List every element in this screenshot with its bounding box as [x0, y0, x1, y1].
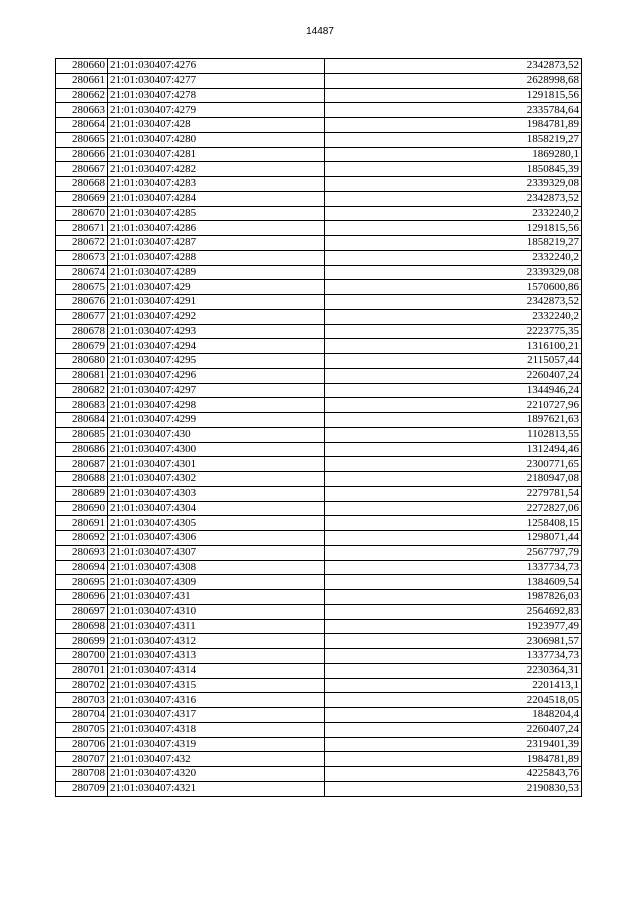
cadastral-number-cell: 21:01:030407:4310: [108, 604, 325, 619]
table-row: [56, 693, 582, 708]
table-row: [56, 575, 582, 590]
cadastral-value-cell: 2279781,54: [325, 486, 582, 501]
row-number-cell: 280704: [56, 708, 108, 723]
cadastral-number-cell: 21:01:030407:4300: [108, 442, 325, 457]
table-row: [56, 531, 582, 546]
row-number-cell: 280665: [56, 132, 108, 147]
page-number: 14487: [306, 26, 334, 37]
cadastral-value-table: [55, 58, 582, 797]
cadastral-value-cell: 1316100,21: [325, 339, 582, 354]
table-row: [56, 737, 582, 752]
table-row: [56, 560, 582, 575]
table-row: [56, 472, 582, 487]
table-row: [56, 781, 582, 796]
cadastral-number-cell: 21:01:030407:4286: [108, 221, 325, 236]
cadastral-value-cell: 2628998,68: [325, 73, 582, 88]
cadastral-number-cell: 21:01:030407:432: [108, 752, 325, 767]
row-number-cell: 280708: [56, 767, 108, 782]
cadastral-number-cell: 21:01:030407:4298: [108, 398, 325, 413]
row-number-cell: 280679: [56, 339, 108, 354]
table-row: [56, 206, 582, 221]
cadastral-value-cell: 2201413,1: [325, 678, 582, 693]
cadastral-value-cell: 1102813,55: [325, 427, 582, 442]
cadastral-value-cell: 1291815,56: [325, 221, 582, 236]
table-row: [56, 398, 582, 413]
table-row: [56, 383, 582, 398]
cadastral-value-cell: 2180947,08: [325, 472, 582, 487]
cadastral-value-cell: 2567797,79: [325, 545, 582, 560]
cadastral-value-cell: 2272827,06: [325, 501, 582, 516]
cadastral-value-cell: 1858219,27: [325, 132, 582, 147]
cadastral-value-cell: 1984781,89: [325, 118, 582, 133]
cadastral-number-cell: 21:01:030407:4319: [108, 737, 325, 752]
row-number-cell: 280690: [56, 501, 108, 516]
cadastral-number-cell: 21:01:030407:4317: [108, 708, 325, 723]
row-number-cell: 280662: [56, 88, 108, 103]
cadastral-value-cell: 2223775,35: [325, 324, 582, 339]
cadastral-value-cell: 1987826,03: [325, 590, 582, 605]
table-row: [56, 708, 582, 723]
cadastral-number-cell: 21:01:030407:4314: [108, 663, 325, 678]
cadastral-value-cell: 2342873,52: [325, 295, 582, 310]
cadastral-number-cell: 21:01:030407:4295: [108, 354, 325, 369]
cadastral-number-cell: 21:01:030407:4279: [108, 103, 325, 118]
row-number-cell: 280696: [56, 590, 108, 605]
cadastral-number-cell: 21:01:030407:4306: [108, 531, 325, 546]
cadastral-number-cell: 21:01:030407:4291: [108, 295, 325, 310]
table-row: [56, 191, 582, 206]
cadastral-number-cell: 21:01:030407:4294: [108, 339, 325, 354]
cadastral-number-cell: 21:01:030407:4281: [108, 147, 325, 162]
cadastral-value-cell: 2115057,44: [325, 354, 582, 369]
table-row: [56, 486, 582, 501]
cadastral-number-cell: 21:01:030407:4308: [108, 560, 325, 575]
table-row: [56, 118, 582, 133]
cadastral-value-cell: 1850845,39: [325, 162, 582, 177]
cadastral-value-cell: 1384609,54: [325, 575, 582, 590]
table-row: [56, 73, 582, 88]
cadastral-number-cell: 21:01:030407:4305: [108, 516, 325, 531]
row-number-cell: 280689: [56, 486, 108, 501]
row-number-cell: 280688: [56, 472, 108, 487]
cadastral-value-cell: 2306981,57: [325, 634, 582, 649]
table-row: [56, 324, 582, 339]
table-row: [56, 442, 582, 457]
table-row: [56, 457, 582, 472]
cadastral-value-cell: 2332240,2: [325, 206, 582, 221]
row-number-cell: 280702: [56, 678, 108, 693]
table-row: [56, 663, 582, 678]
row-number-cell: 280709: [56, 781, 108, 796]
cadastral-number-cell: 21:01:030407:4284: [108, 191, 325, 206]
table-row: [56, 309, 582, 324]
cadastral-number-cell: 21:01:030407:4289: [108, 265, 325, 280]
cadastral-value-cell: 2339329,08: [325, 265, 582, 280]
cadastral-value-cell: 2190830,53: [325, 781, 582, 796]
row-number-cell: 280674: [56, 265, 108, 280]
cadastral-number-cell: 21:01:030407:4278: [108, 88, 325, 103]
cadastral-number-cell: 21:01:030407:4285: [108, 206, 325, 221]
row-number-cell: 280663: [56, 103, 108, 118]
row-number-cell: 280672: [56, 236, 108, 251]
table-row: [56, 752, 582, 767]
row-number-cell: 280680: [56, 354, 108, 369]
cadastral-value-cell: 1291815,56: [325, 88, 582, 103]
row-number-cell: 280667: [56, 162, 108, 177]
cadastral-value-cell: 2332240,2: [325, 250, 582, 265]
cadastral-value-cell: 2260407,24: [325, 722, 582, 737]
row-number-cell: 280676: [56, 295, 108, 310]
row-number-cell: 280670: [56, 206, 108, 221]
cadastral-value-cell: 1570600,86: [325, 280, 582, 295]
cadastral-value-cell: 2230364,31: [325, 663, 582, 678]
table-body: [56, 59, 582, 797]
cadastral-value-cell: 2342873,52: [325, 191, 582, 206]
row-number-cell: 280661: [56, 73, 108, 88]
row-number-cell: 280687: [56, 457, 108, 472]
table-row: [56, 354, 582, 369]
row-number-cell: 280673: [56, 250, 108, 265]
row-number-cell: 280707: [56, 752, 108, 767]
cadastral-number-cell: 21:01:030407:4302: [108, 472, 325, 487]
cadastral-value-cell: 1869280,1: [325, 147, 582, 162]
table-row: [56, 250, 582, 265]
cadastral-number-cell: 21:01:030407:4287: [108, 236, 325, 251]
cadastral-value-cell: 1344946,24: [325, 383, 582, 398]
cadastral-number-cell: 21:01:030407:4320: [108, 767, 325, 782]
cadastral-number-cell: 21:01:030407:4276: [108, 59, 325, 74]
cadastral-value-cell: 1337734,73: [325, 649, 582, 664]
cadastral-value-cell: 2342873,52: [325, 59, 582, 74]
row-number-cell: 280683: [56, 398, 108, 413]
table-row: [56, 678, 582, 693]
cadastral-value-cell: 1923977,49: [325, 619, 582, 634]
table-row: [56, 516, 582, 531]
cadastral-number-cell: 21:01:030407:4309: [108, 575, 325, 590]
table-row: [56, 177, 582, 192]
cadastral-value-cell: 2319401,39: [325, 737, 582, 752]
table-row: [56, 221, 582, 236]
row-number-cell: 280699: [56, 634, 108, 649]
cadastral-number-cell: 21:01:030407:428: [108, 118, 325, 133]
table-row: [56, 634, 582, 649]
cadastral-value-cell: 2332240,2: [325, 309, 582, 324]
cadastral-number-cell: 21:01:030407:4313: [108, 649, 325, 664]
cadastral-number-cell: 21:01:030407:4280: [108, 132, 325, 147]
cadastral-number-cell: 21:01:030407:4318: [108, 722, 325, 737]
cadastral-value-cell: 1858219,27: [325, 236, 582, 251]
row-number-cell: 280686: [56, 442, 108, 457]
table-row: [56, 162, 582, 177]
cadastral-value-cell: 4225843,76: [325, 767, 582, 782]
table-row: [56, 590, 582, 605]
row-number-cell: 280681: [56, 368, 108, 383]
table-row: [56, 236, 582, 251]
table-row: [56, 132, 582, 147]
table-row: [56, 604, 582, 619]
cadastral-value-cell: 2204518,05: [325, 693, 582, 708]
table-row: [56, 280, 582, 295]
cadastral-value-cell: 2564692,83: [325, 604, 582, 619]
cadastral-value-cell: 1337734,73: [325, 560, 582, 575]
row-number-cell: 280660: [56, 59, 108, 74]
cadastral-number-cell: 21:01:030407:4315: [108, 678, 325, 693]
cadastral-number-cell: 21:01:030407:4304: [108, 501, 325, 516]
row-number-cell: 280698: [56, 619, 108, 634]
table-row: [56, 619, 582, 634]
cadastral-value-cell: 2300771,65: [325, 457, 582, 472]
table-row: [56, 88, 582, 103]
table-row: [56, 722, 582, 737]
row-number-cell: 280694: [56, 560, 108, 575]
cadastral-number-cell: 21:01:030407:4311: [108, 619, 325, 634]
row-number-cell: 280705: [56, 722, 108, 737]
table-row: [56, 265, 582, 280]
row-number-cell: 280693: [56, 545, 108, 560]
cadastral-number-cell: 21:01:030407:4301: [108, 457, 325, 472]
cadastral-number-cell: 21:01:030407:431: [108, 590, 325, 605]
table-row: [56, 368, 582, 383]
row-number-cell: 280664: [56, 118, 108, 133]
row-number-cell: 280669: [56, 191, 108, 206]
table-row: [56, 767, 582, 782]
table-row: [56, 295, 582, 310]
row-number-cell: 280691: [56, 516, 108, 531]
cadastral-value-cell: 1848204,4: [325, 708, 582, 723]
cadastral-number-cell: 21:01:030407:4307: [108, 545, 325, 560]
row-number-cell: 280697: [56, 604, 108, 619]
row-number-cell: 280684: [56, 413, 108, 428]
table-row: [56, 59, 582, 74]
cadastral-value-cell: 1897621,63: [325, 413, 582, 428]
cadastral-value-cell: 1312494,46: [325, 442, 582, 457]
table-row: [56, 427, 582, 442]
cadastral-value-cell: 2335784,64: [325, 103, 582, 118]
cadastral-number-cell: 21:01:030407:4293: [108, 324, 325, 339]
cadastral-value-cell: 1258408,15: [325, 516, 582, 531]
row-number-cell: 280700: [56, 649, 108, 664]
row-number-cell: 280706: [56, 737, 108, 752]
row-number-cell: 280685: [56, 427, 108, 442]
table-row: [56, 649, 582, 664]
cadastral-number-cell: 21:01:030407:4292: [108, 309, 325, 324]
table-row: [56, 103, 582, 118]
cadastral-value-cell: 2339329,08: [325, 177, 582, 192]
cadastral-value-cell: 2260407,24: [325, 368, 582, 383]
row-number-cell: 280671: [56, 221, 108, 236]
cadastral-number-cell: 21:01:030407:4321: [108, 781, 325, 796]
table-row: [56, 545, 582, 560]
cadastral-number-cell: 21:01:030407:4299: [108, 413, 325, 428]
table-row: [56, 413, 582, 428]
row-number-cell: 280666: [56, 147, 108, 162]
cadastral-number-cell: 21:01:030407:4303: [108, 486, 325, 501]
cadastral-number-cell: 21:01:030407:4296: [108, 368, 325, 383]
cadastral-number-cell: 21:01:030407:4282: [108, 162, 325, 177]
cadastral-number-cell: 21:01:030407:4297: [108, 383, 325, 398]
row-number-cell: 280678: [56, 324, 108, 339]
row-number-cell: 280668: [56, 177, 108, 192]
table-row: [56, 501, 582, 516]
row-number-cell: 280703: [56, 693, 108, 708]
row-number-cell: 280701: [56, 663, 108, 678]
row-number-cell: 280682: [56, 383, 108, 398]
row-number-cell: 280692: [56, 531, 108, 546]
table-row: [56, 339, 582, 354]
cadastral-value-cell: 1984781,89: [325, 752, 582, 767]
row-number-cell: 280695: [56, 575, 108, 590]
cadastral-value-cell: 1298071,44: [325, 531, 582, 546]
table-row: [56, 147, 582, 162]
cadastral-number-cell: 21:01:030407:4316: [108, 693, 325, 708]
cadastral-value-cell: 2210727,96: [325, 398, 582, 413]
row-number-cell: 280677: [56, 309, 108, 324]
cadastral-number-cell: 21:01:030407:430: [108, 427, 325, 442]
cadastral-number-cell: 21:01:030407:4288: [108, 250, 325, 265]
row-number-cell: 280675: [56, 280, 108, 295]
cadastral-number-cell: 21:01:030407:4312: [108, 634, 325, 649]
cadastral-number-cell: 21:01:030407:4283: [108, 177, 325, 192]
cadastral-number-cell: 21:01:030407:4277: [108, 73, 325, 88]
cadastral-number-cell: 21:01:030407:429: [108, 280, 325, 295]
